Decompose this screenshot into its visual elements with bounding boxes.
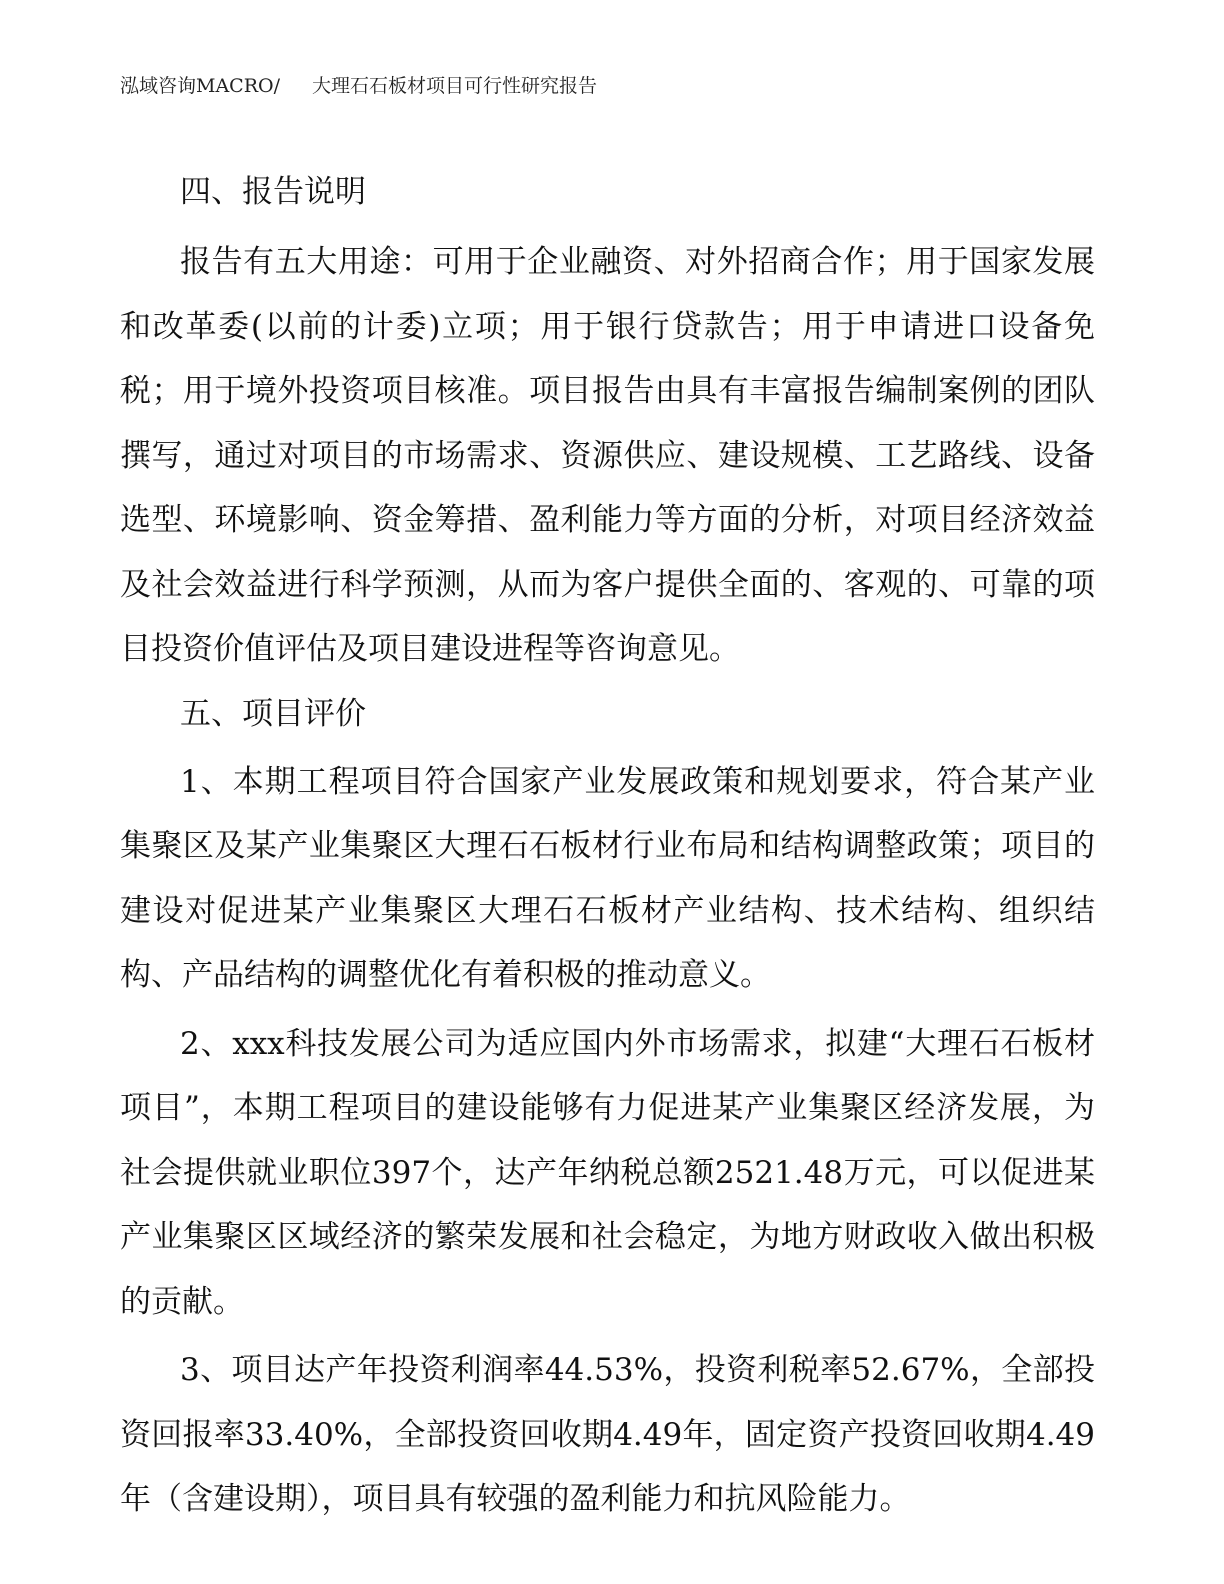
document-body <box>120 160 1095 1532</box>
paragraph-evaluation-2: 2、xxx科技发展公司为适应国内外市场需求，拟建“大理石石板材项目”，本期工程项目的建设能够有力促进某产业集聚区经济发展，为社会提供就业职位397个，达产年纳税总额2521.48万元，可以促进某产业集聚区区域经济的繁荣发展和社会稳定，为地方财政收入做出积极的贡献。 <box>120 1025 1095 1320</box>
header-title: 大理石石板材项目可行性研究报告 <box>312 75 598 97</box>
paragraph-report-description: 报告有五大用途：可用于企业融资、对外招商合作；用于国家发展和改革委(以前的计委)立项；用于银行贷款告；用于申请进口设备免税；用于境外投资项目核准。项目报告由具有丰富报告编制案例的团队撰写，通过对项目的市场需求、资源供应、建设规模、工艺路线、设备选型、环境影响、资金筹措、盈利能力等方面的分析，对项目经济效益及社会效益进行科学预测，从而为客户提供全面的、客观的、可靠的项目投资价值评估及项目建设进程等咨询意见。 <box>120 244 1095 667</box>
running-header <box>120 72 597 100</box>
section-heading-report-description: 四、报告说明 <box>180 174 366 210</box>
paragraph-evaluation-1: 1、本期工程项目符合国家产业发展政策和规划要求，符合某产业集聚区及某产业集聚区大理石石板材行业布局和结构调整政策；项目的建设对促进某产业集聚区大理石石板材产业结构、技术结构、组织结构、产品结构的调整优化有着积极的推动意义。 <box>120 763 1095 993</box>
paragraph-evaluation-3: 3、项目达产年投资利润率44.53%，投资利税率52.67%，全部投资回报率33.40%，全部投资回收期4.49年，固定资产投资回收期4.49年（含建设期），项目具有较强的盈利能力和抗风险能力。 <box>120 1352 1095 1517</box>
header-org: 泓域咨询MACRO/ <box>120 75 280 97</box>
section-heading-project-evaluation: 五、项目评价 <box>180 695 366 732</box>
